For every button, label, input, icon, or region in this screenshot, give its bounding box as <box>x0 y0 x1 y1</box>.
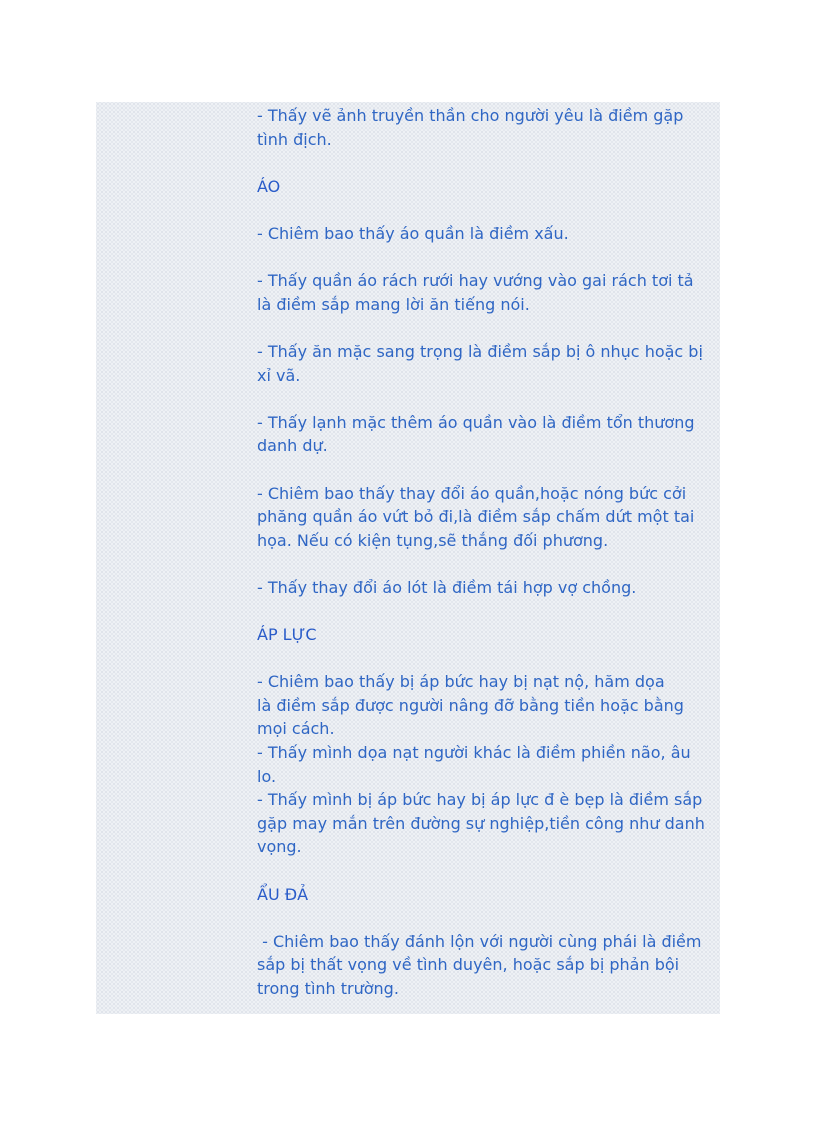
paragraph-line: xỉ vã. <box>257 365 301 385</box>
paragraph-line: vọng. <box>257 837 302 857</box>
paragraph-line: phăng quần áo vứt bỏ đi,là điềm sắp chấm dứt một tai <box>257 507 695 527</box>
paragraph-line: gặp may mắn trên đường sự nghiệp,tiền công như danh <box>257 813 705 833</box>
paragraph-line: danh dự. <box>257 436 328 456</box>
paragraph-line: - Thấy mình bị áp bức hay bị áp lực đ è bẹp là điềm sắp <box>257 790 703 810</box>
paragraph-line: - Thấy ăn mặc sang trọng là điềm sắp bị ô nhục hoặc bị <box>257 341 703 361</box>
section-heading-au-da: ẨU ĐẢ <box>257 884 309 904</box>
section-heading-ap-luc: ÁP LỰC <box>257 625 317 645</box>
paragraph-line: họa. Nếu có kiện tụng,sẽ thắng đối phương. <box>257 530 609 550</box>
document-body <box>257 104 715 1001</box>
paragraph-line: - Chiêm bao thấy bị áp bức hay bị nạt nộ, hăm dọa <box>257 672 665 692</box>
paragraph-line: - Thấy quần áo rách rưới hay vướng vào gai rách tơi tả <box>257 271 694 291</box>
paragraph-line: trong tình trường. <box>257 978 399 998</box>
paragraph-line: là điềm sắp được người nâng đỡ bằng tiền hoặc bằng <box>257 695 684 715</box>
intro-line: - Thấy vẽ ảnh truyền thần cho người yêu là điềm gặp <box>257 106 684 125</box>
intro-line: tình địch. <box>257 129 332 149</box>
paragraph-line: sắp bị thất vọng về tình duyên, hoặc sắp bị phản bội <box>257 955 680 975</box>
paragraph-line: - Chiêm bao thấy áo quần là điềm xấu. <box>257 223 569 243</box>
paragraph-line: - Thấy mình dọa nạt người khác là điềm phiền não, âu <box>257 743 691 763</box>
paragraph-line: - Chiêm bao thấy đánh lộn với người cùng phái là điềm <box>257 931 702 951</box>
paragraph-line: lo. <box>257 766 277 786</box>
paragraph-line: - Thấy thay đổi áo lót là điềm tái hợp vợ chồng. <box>257 577 637 597</box>
paragraph-line: mọi cách. <box>257 719 335 739</box>
section-heading-ao: ÁO <box>257 176 281 196</box>
paragraph-line: - Chiêm bao thấy thay đổi áo quần,hoặc nóng bức cởi <box>257 483 687 503</box>
paragraph-line: - Thấy lạnh mặc thêm áo quần vào là điềm tổn thương <box>257 412 695 432</box>
paragraph-line: là điềm sắp mang lời ăn tiếng nói. <box>257 294 530 314</box>
